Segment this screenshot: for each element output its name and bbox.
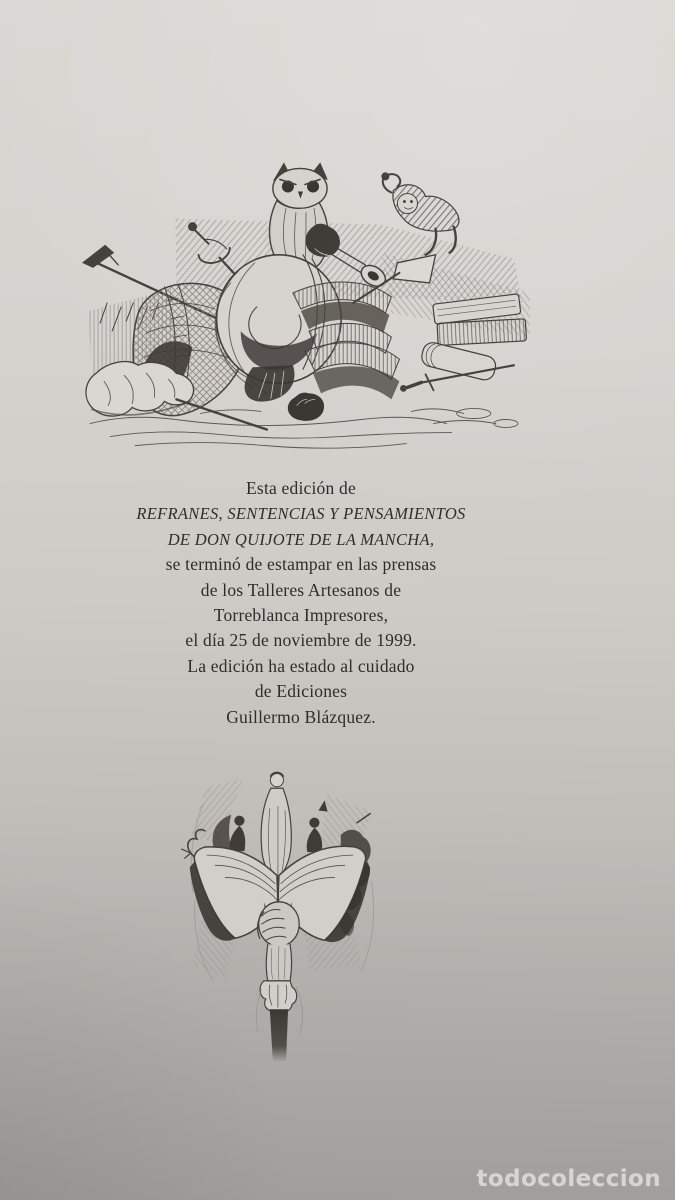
praying-figure (261, 773, 291, 880)
sleeve-cuff (260, 981, 297, 1013)
armor-pile-engraving (80, 160, 532, 452)
dropped-glove (288, 393, 324, 421)
colophon-line: se terminó de estampar en las prensas (165, 554, 437, 575)
colophon-line: de Ediciones (254, 681, 348, 702)
hand-holding-book-engraving (176, 770, 390, 1064)
books-stack (420, 294, 527, 382)
colophon-line: La edición ha estado al cuidado (187, 655, 415, 676)
colophon-line-title: DE DON QUIJOTE DE LA MANCHA, (167, 529, 435, 549)
colophon-line: Esta edición de (246, 478, 356, 498)
colophon-line-title: REFRANES, SENTENCIAS Y PENSAMIENTOS (136, 504, 466, 524)
watermark-text: todocoleccion (476, 1166, 661, 1192)
hand (258, 902, 300, 981)
colophon-line: de los Talleres Artesanos de (200, 579, 402, 600)
colophon-line: Guillermo Blázquez. (226, 706, 376, 727)
colophon-text (0, 476, 602, 730)
colophon-line: el día 25 de noviembre de 1999. (185, 630, 417, 651)
colophon-line: Torreblanca Impresores, (213, 605, 389, 626)
